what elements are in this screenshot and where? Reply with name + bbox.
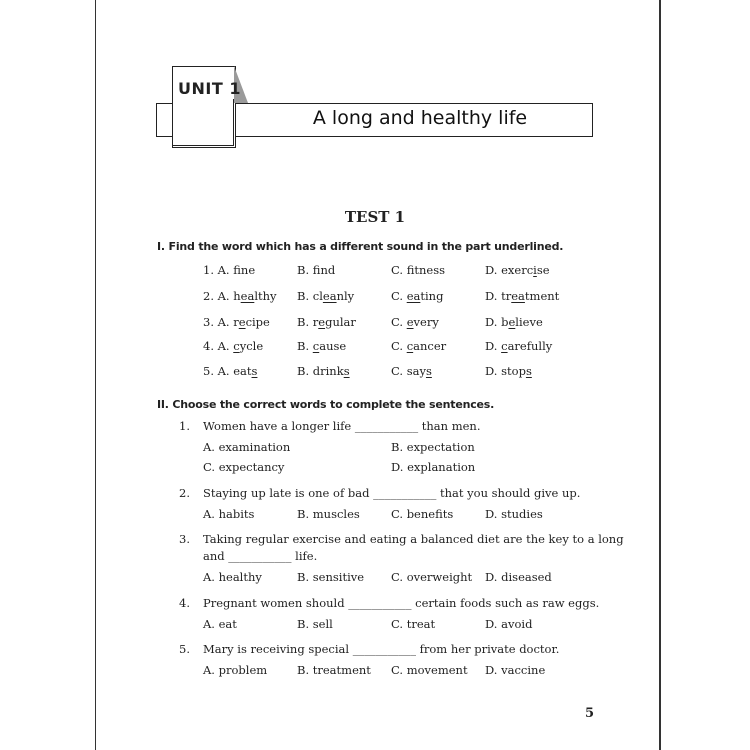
section-2-heading: II. Choose the correct words to complete the sentences.	[157, 398, 495, 411]
underlined-part: e	[406, 315, 414, 329]
answer-option: A. problem	[203, 663, 268, 677]
underlined-part: e	[508, 315, 516, 329]
answer-option: D. vaccine	[485, 663, 546, 677]
underlined-part: e	[318, 315, 326, 329]
pronunciation-option: C. says	[391, 364, 432, 378]
pronunciation-option: C. every	[391, 315, 439, 329]
pronunciation-option: 1. A. fne	[203, 263, 256, 277]
section-1-heading: I. Find the word which has a different sound in the part underlined.	[157, 240, 564, 253]
underlined-part: ea	[240, 289, 255, 303]
question-number: 4.	[179, 596, 190, 610]
answer-option: C. expectancy	[203, 460, 285, 474]
pronunciation-option: B. regular	[297, 315, 356, 329]
unit-title: A long and healthy life	[312, 107, 528, 129]
answer-option: A. habits	[203, 507, 255, 521]
pronunciation-option: B. cleanly	[297, 289, 355, 303]
question-text: Mary is receiving special ___________ from her private doctor.	[203, 642, 560, 656]
pronunciation-option: B. drinks	[297, 364, 350, 378]
underlined-part: s	[343, 364, 350, 378]
underlined-part: ea	[406, 289, 421, 303]
unit-tab-front	[172, 99, 234, 146]
underlined-part: c	[312, 339, 320, 353]
question-number: 1.	[179, 419, 190, 433]
pronunciation-option: 4. A. cycle	[203, 339, 264, 353]
question-text: and ___________ life.	[203, 549, 318, 563]
underlined-part: e	[238, 315, 246, 329]
underlined-part: i	[533, 263, 537, 277]
underlined-part: c	[406, 339, 414, 353]
pronunciation-option: C. cancer	[391, 339, 447, 353]
answer-option: B. sensitive	[297, 570, 365, 584]
answer-option: D. explanation	[391, 460, 476, 474]
answer-option: D. studies	[485, 507, 543, 521]
answer-option: C. treat	[391, 617, 436, 631]
question-text: Staying up late is one of bad ___________ that you should give up.	[203, 486, 581, 500]
pronunciation-option: 3. A. recipe	[203, 315, 270, 329]
question-number: 3.	[179, 532, 190, 546]
answer-option: B. expectation	[391, 440, 475, 454]
answer-option: C. movement	[391, 663, 468, 677]
answer-option: B. sell	[297, 617, 333, 631]
test-title: TEST 1	[344, 208, 406, 226]
pronunciation-option: D. stops	[485, 364, 532, 378]
underlined-part: ea	[322, 289, 337, 303]
answer-option: A. examination	[203, 440, 291, 454]
question-text: Taking regular exercise and eating a balanced diet are the key to a long	[203, 532, 624, 546]
page-number: 5	[585, 706, 595, 721]
question-number: 5.	[179, 642, 190, 656]
answer-option: A. healthy	[203, 570, 262, 584]
pronunciation-option: B. cause	[297, 339, 347, 353]
answer-option: C. benefits	[391, 507, 454, 521]
answer-option: C. overweight	[391, 570, 473, 584]
pronunciation-option: C. eating	[391, 289, 444, 303]
underlined-part: s	[251, 364, 258, 378]
answer-option: D. avoid	[485, 617, 533, 631]
underlined-part: c	[233, 339, 240, 353]
question-text: Women have a longer life ___________ than men.	[203, 419, 481, 433]
question-text: Pregnant women should ___________ certain foods such as raw eggs.	[203, 596, 600, 610]
underlined-part: s	[425, 364, 432, 378]
pronunciation-option: 2. A. healthy	[203, 289, 277, 303]
pronunciation-option: D. exercise	[485, 263, 550, 277]
answer-option: D. diseased	[485, 570, 552, 584]
answer-option: A. eat	[203, 617, 237, 631]
answer-option: B. muscles	[297, 507, 360, 521]
pronunciation-option: 5. A. eats	[203, 364, 258, 378]
pronunciation-option: D. carefully	[485, 339, 553, 353]
unit-label: UNIT 1	[178, 79, 241, 98]
underlined-part: c	[501, 339, 508, 353]
answer-option: B. treatment	[297, 663, 371, 677]
pronunciation-option: B. fnd	[297, 263, 336, 277]
underlined-part: s	[525, 364, 532, 378]
pronunciation-option: D. treatment	[485, 289, 560, 303]
pronunciation-option: D. believe	[485, 315, 543, 329]
pronunciation-option: C. ftness	[391, 263, 446, 277]
question-number: 2.	[179, 486, 190, 500]
underlined-part: ea	[511, 289, 525, 303]
